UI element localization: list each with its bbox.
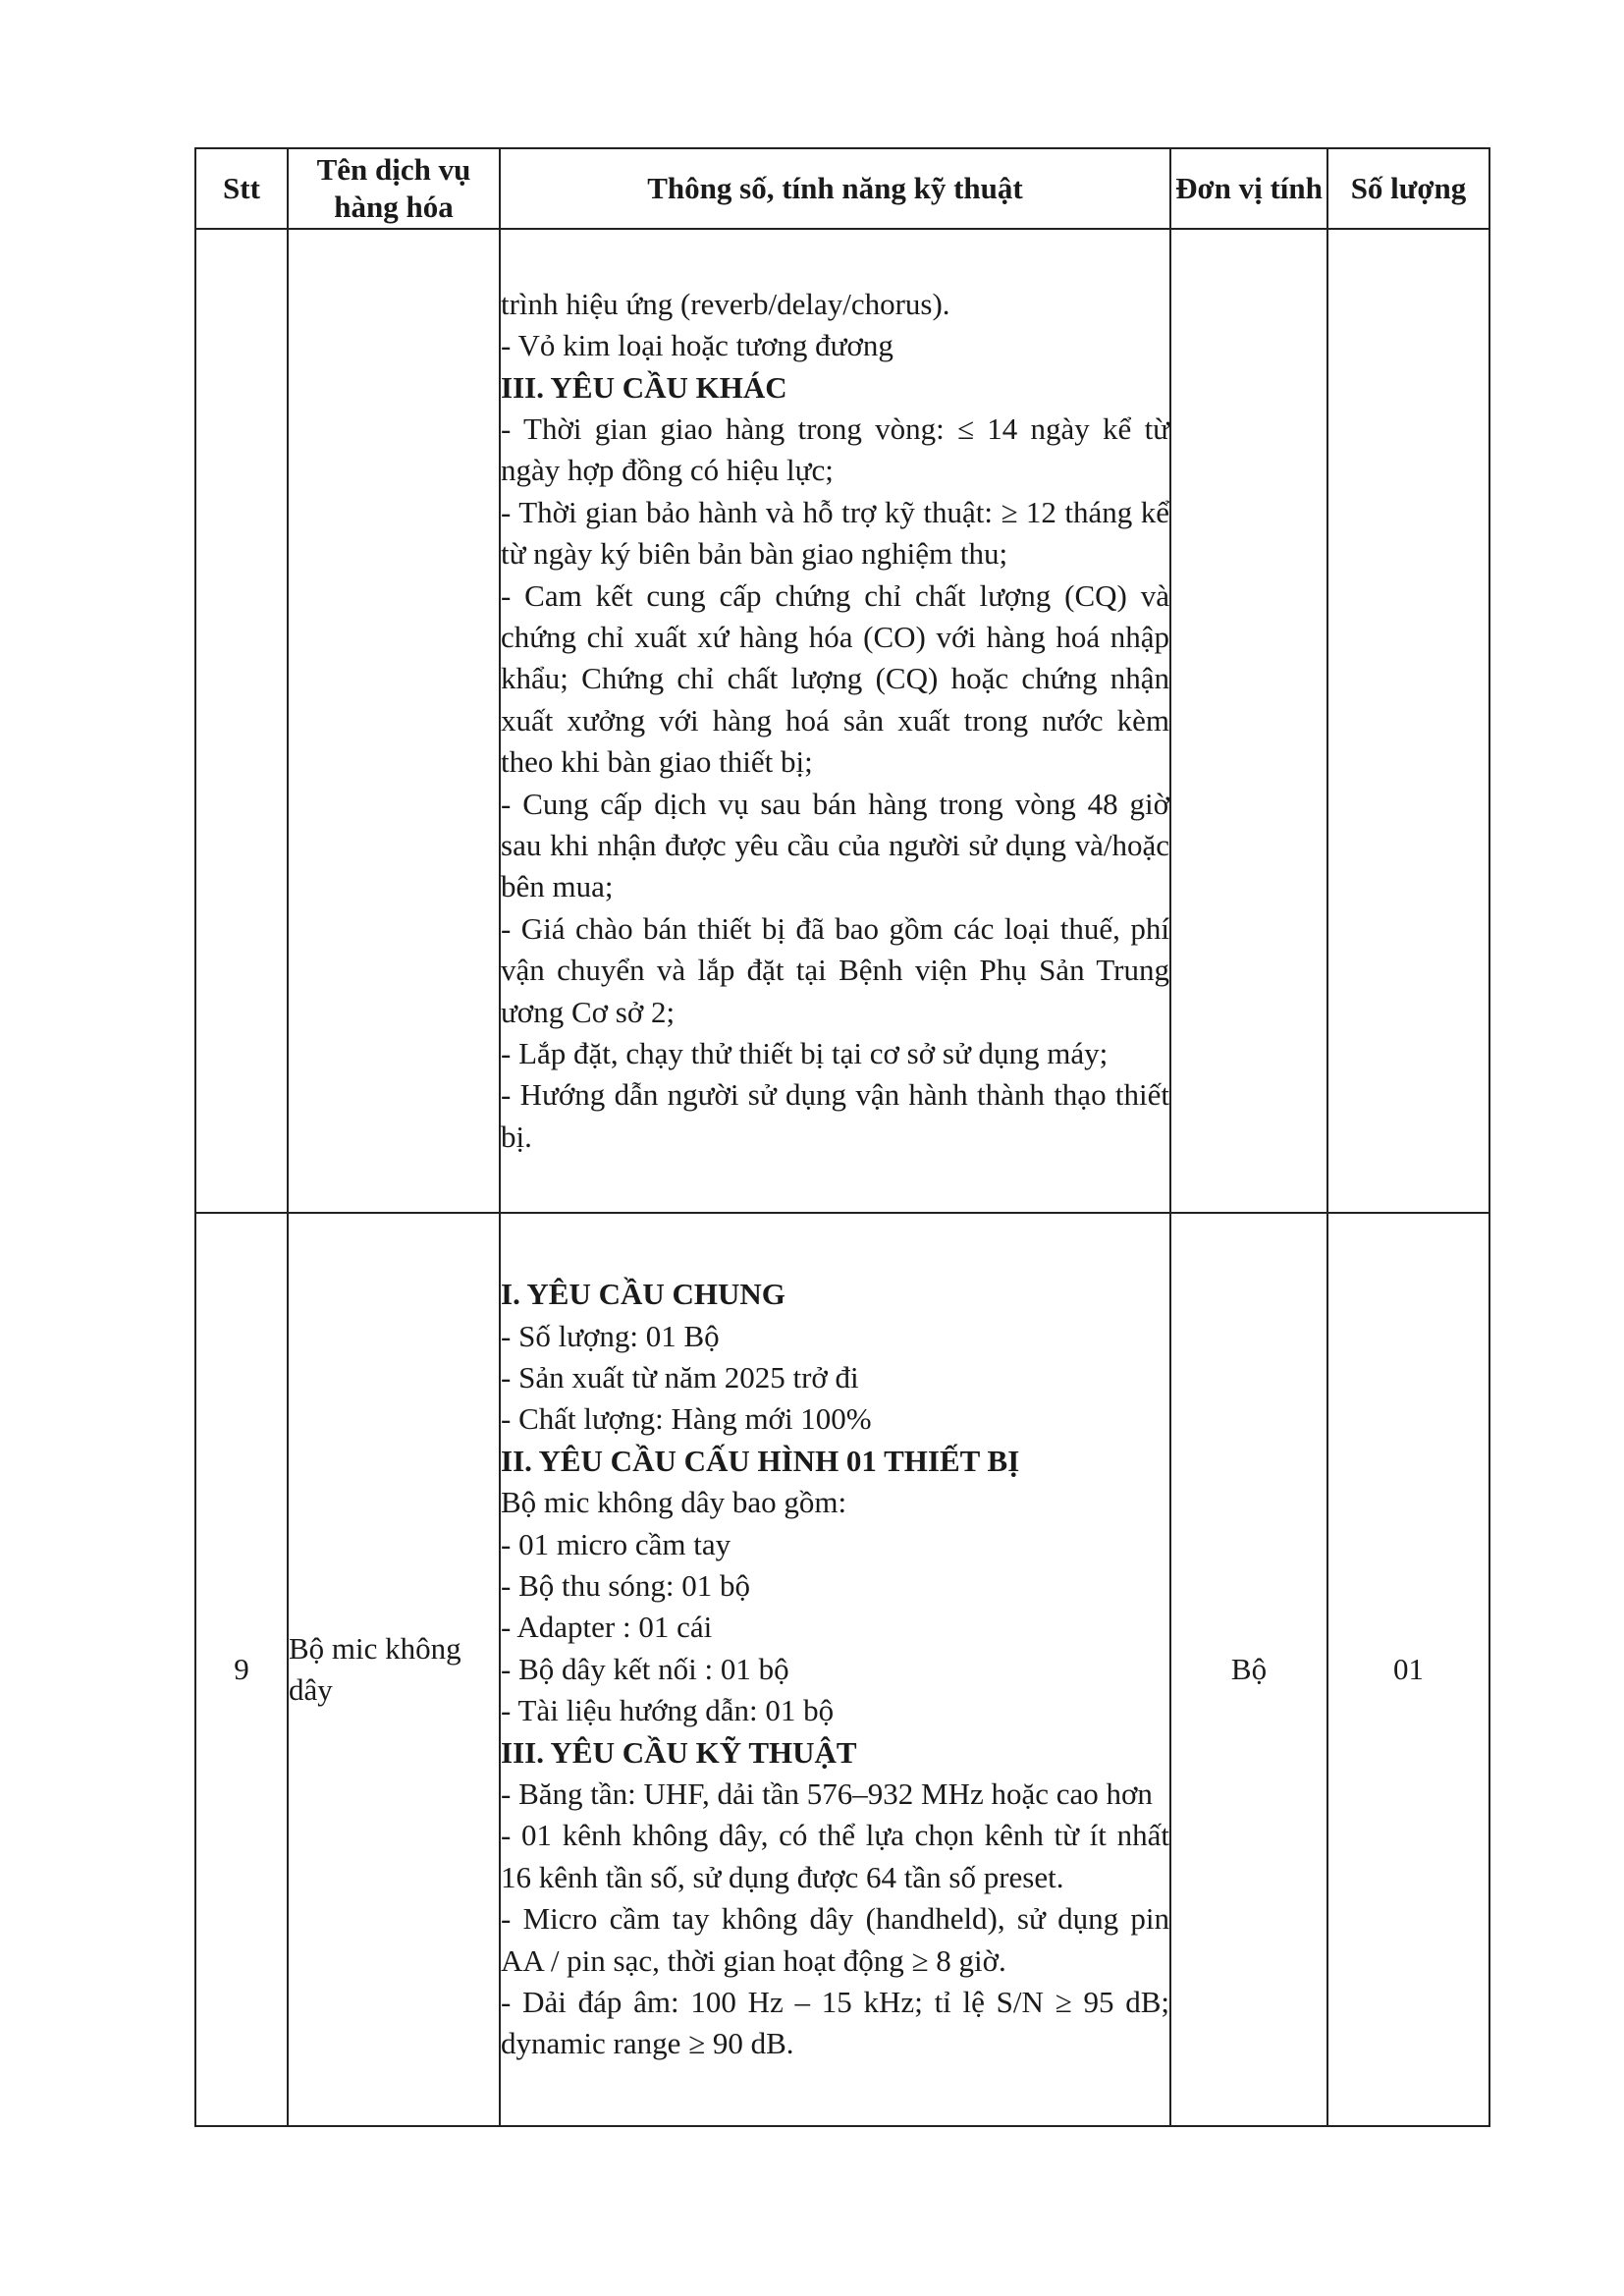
section-heading: II. YÊU CẦU CẤU HÌNH 01 THIẾT BỊ [501, 1443, 1020, 1478]
spec-line: - Hướng dẫn người sử dụng vận hành thành thạo thiết bị. [501, 1077, 1169, 1154]
spec-line: - Tài liệu hướng dẫn: 01 bộ [501, 1693, 835, 1728]
cell-unit [1170, 229, 1327, 1213]
cell-spec [500, 1213, 1170, 2126]
cell-unit: Bộ [1170, 1213, 1327, 2126]
spec-line: - Bộ dây kết nối : 01 bộ [501, 1651, 789, 1686]
spec-line: - Dải đáp âm: 100 Hz – 15 kHz; tỉ lệ S/N ≥ 95 dB; dynamic range ≥ 90 dB. [501, 1985, 1169, 2061]
spec-line: - Thời gian bảo hành và hỗ trợ kỹ thuật: ≥ 12 tháng kể từ ngày ký biên bản bàn giao nghiệm thu; [501, 494, 1169, 572]
header-spec: Thông số, tính năng kỹ thuật [500, 148, 1170, 229]
spec-table [194, 147, 1490, 2127]
spec-line: - Bộ thu sóng: 01 bộ [501, 1567, 751, 1603]
cell-stt [195, 229, 288, 1213]
header-stt: Stt [195, 148, 288, 229]
section-heading: I. YÊU CẦU CHUNG [501, 1277, 785, 1312]
spec-line: - Thời gian giao hàng trong vòng: ≤ 14 ngày kể từ ngày hợp đồng có hiệu lực; [501, 410, 1169, 488]
spec-line: - Cung cấp dịch vụ sau bán hàng trong vòng 48 giờ sau khi nhận được yêu cầu của người sử dụng và/hoặc bên mua; [501, 786, 1169, 904]
cell-stt: 9 [195, 1213, 288, 2126]
spec-line: Bộ mic không dây bao gồm: [501, 1485, 847, 1520]
section-heading: III. YÊU CẦU KHÁC [501, 369, 787, 405]
spec-line: - Cam kết cung cấp chứng chỉ chất lượng (CQ) và chứng chỉ xuất xứ hàng hóa (CO) với hàng hoá nhập khẩu; Chứng chỉ chất lượng (CQ) hoặc chứng nhận xuất xưởng với hàng hoá sản xuất trong nước kèm theo khi bàn giao thiết bị; [501, 577, 1169, 780]
spec-line: trình hiệu ứng (reverb/delay/chorus). [501, 286, 950, 321]
spec-line: - Micro cầm tay không dây (handheld), sử dụng pin AA / pin sạc, thời gian hoạt động ≥ 8 giờ. [501, 1901, 1169, 1978]
spec-line: - Sản xuất từ năm 2025 trở đi [501, 1359, 859, 1394]
spec-line: - Giá chào bán thiết bị đã bao gồm các loại thuế, phí vận chuyển và lắp đặt tại Bệnh viện Phụ Sản Trung ương Cơ sở 2; [501, 910, 1169, 1029]
cell-qty: 01 [1327, 1213, 1489, 2126]
spec-line: - Chất lượng: Hàng mới 100% [501, 1401, 872, 1437]
cell-name [288, 229, 500, 1213]
table-row [195, 229, 1489, 1213]
spec-line: - 01 micro cầm tay [501, 1526, 731, 1561]
header-name: Tên dịch vụ hàng hóa [288, 148, 500, 229]
header-unit: Đơn vị tính [1170, 148, 1327, 229]
spec-line: - Băng tần: UHF, dải tần 576–932 MHz hoặc cao hơn [501, 1777, 1153, 1812]
spec-line: - Adapter : 01 cái [501, 1610, 713, 1645]
spec-line: - Số lượng: 01 Bộ [501, 1318, 720, 1353]
spec-line: - Lắp đặt, chạy thử thiết bị tại cơ sở sử dụng máy; [501, 1036, 1109, 1071]
section-heading: III. YÊU CẦU KỸ THUẬT [501, 1734, 857, 1770]
spec-line: - Vỏ kim loại hoặc tương đương [501, 328, 893, 363]
table-header-row [195, 148, 1489, 229]
document-page [194, 147, 1489, 2127]
cell-spec [500, 229, 1170, 1213]
header-qty: Số lượng [1327, 148, 1489, 229]
cell-qty [1327, 229, 1489, 1213]
spec-line: - 01 kênh không dây, có thể lựa chọn kênh từ ít nhất 16 kênh tần số, sử dụng được 64 tần số preset. [501, 1818, 1169, 1894]
table-row [195, 1213, 1489, 2126]
cell-name: Bộ mic không dây [288, 1213, 500, 2126]
